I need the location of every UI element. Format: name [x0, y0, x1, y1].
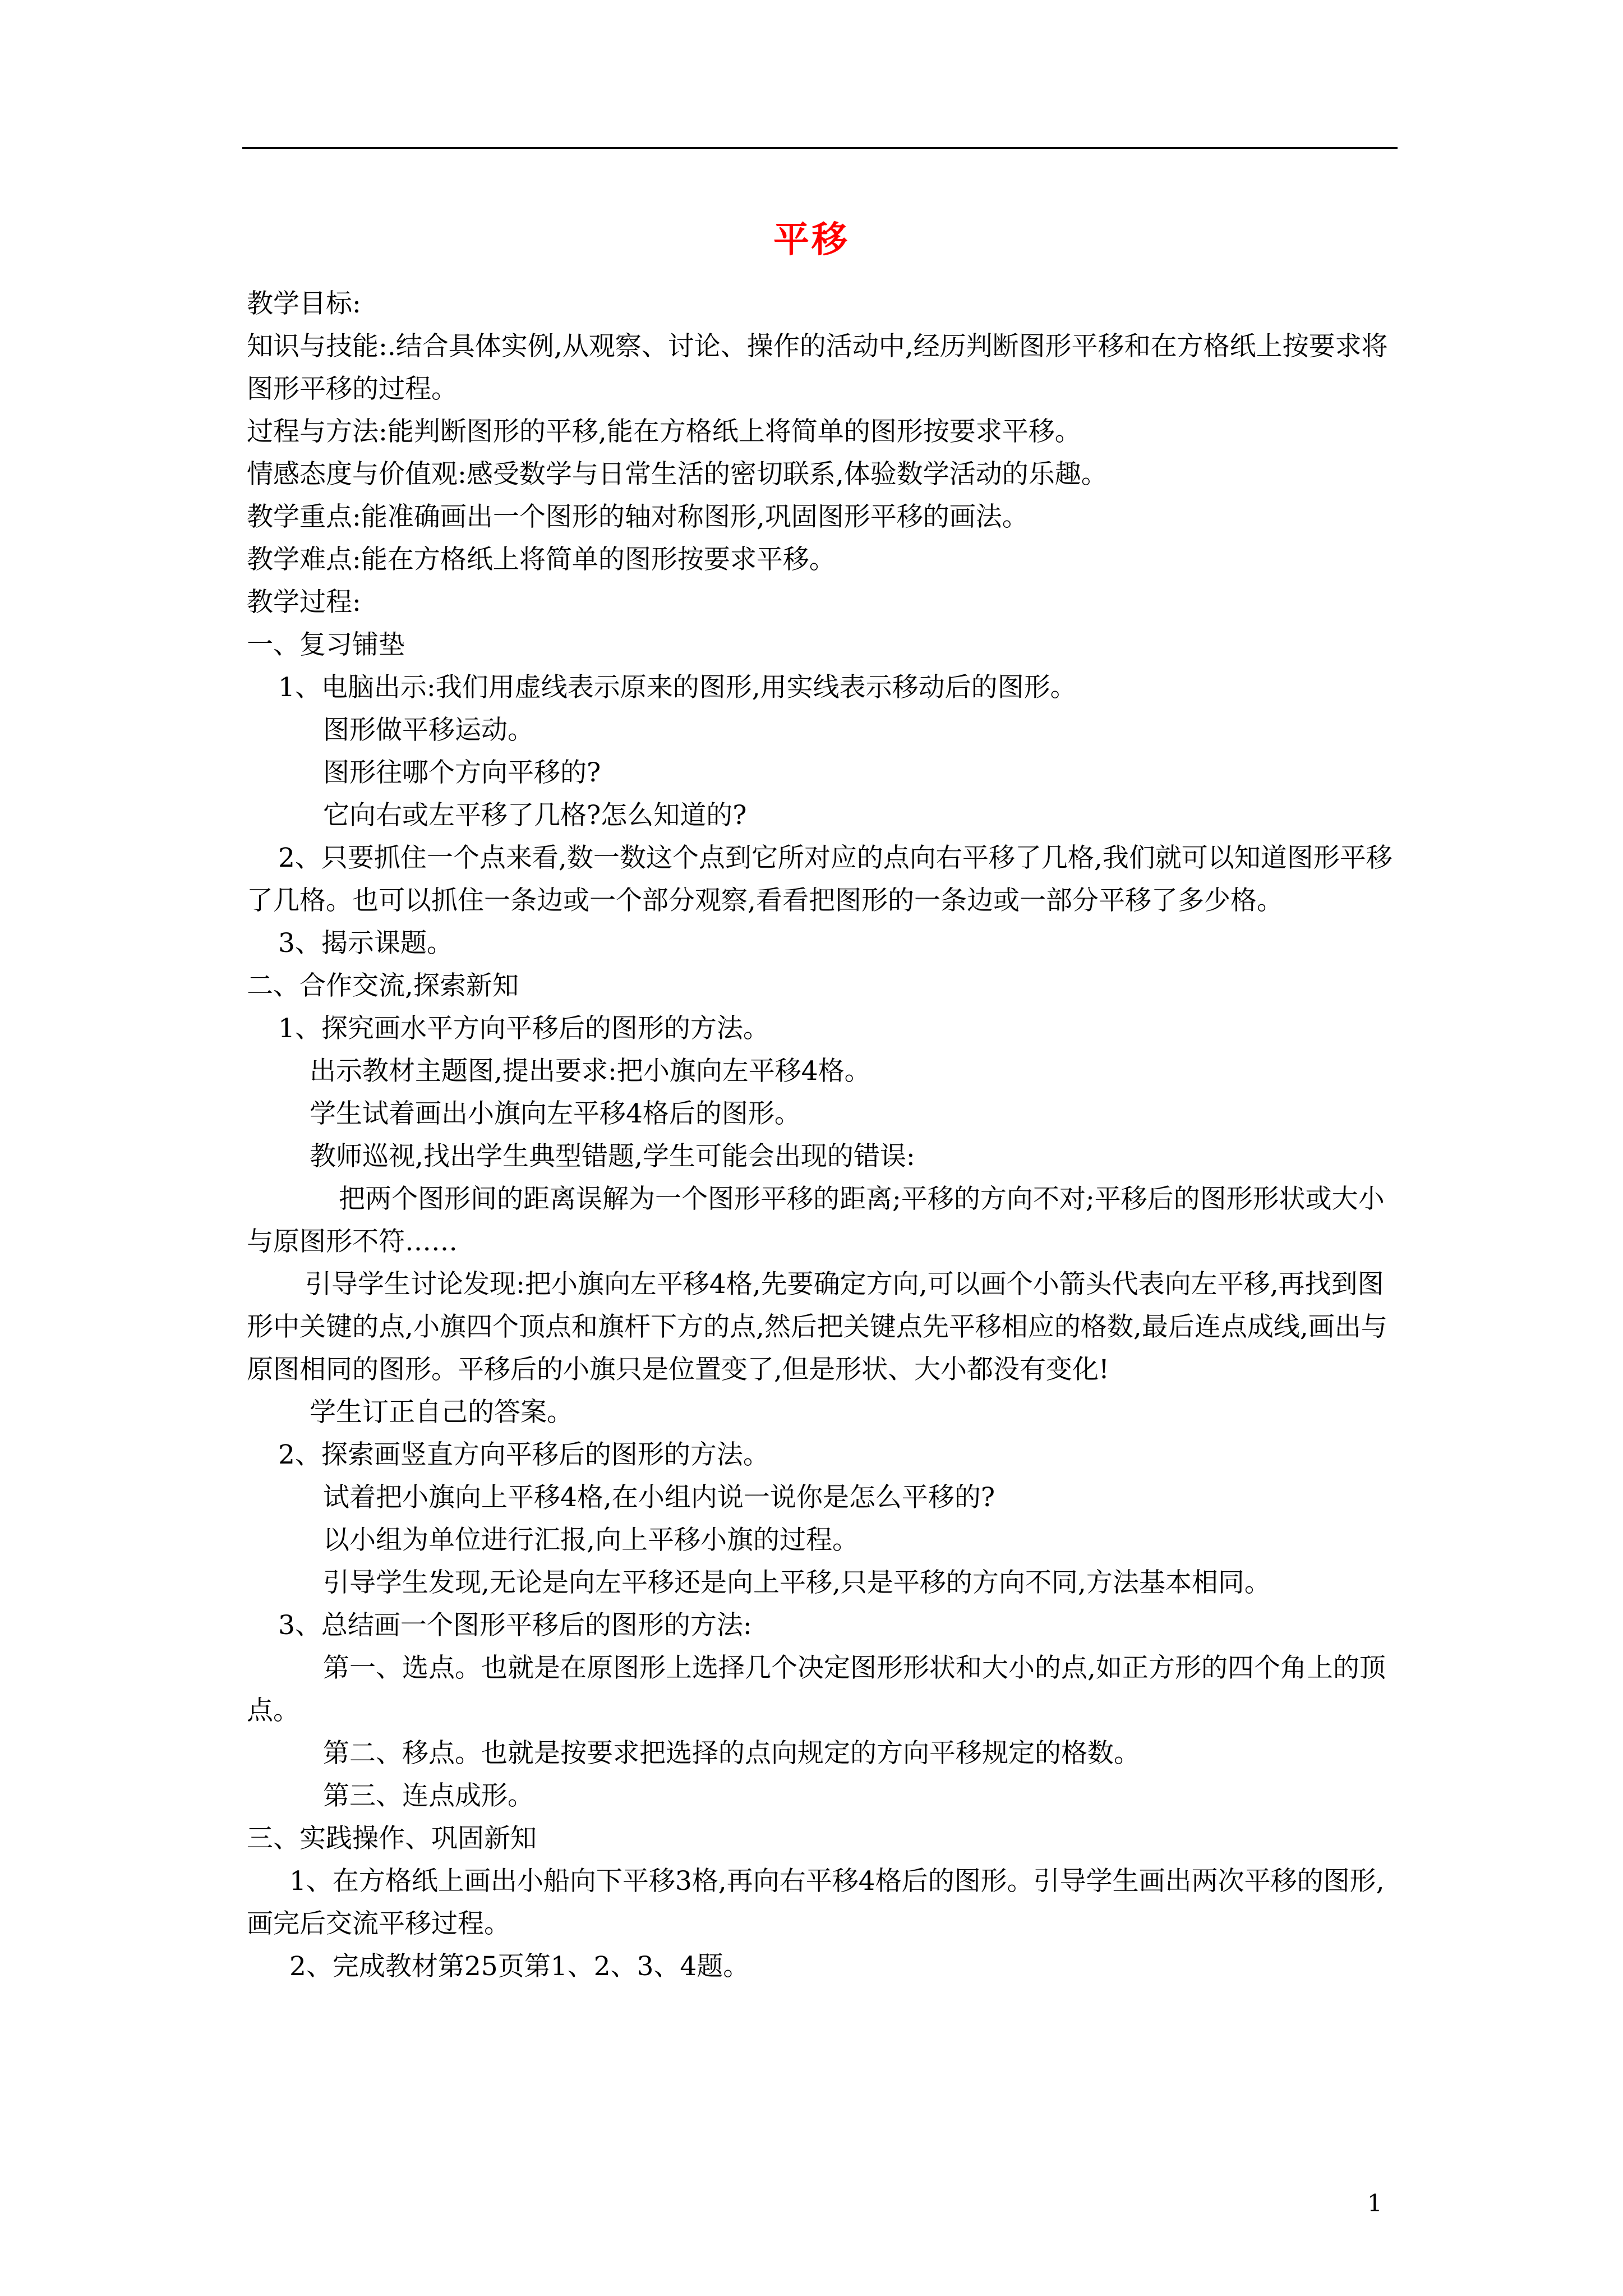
paragraph: 第一、选点。也就是在原图形上选择几个决定图形形状和大小的点,如正方形的四个角上的顶点。 — [247, 1653, 1386, 1726]
paragraph: 教学过程: — [247, 587, 361, 618]
document-title: 平移 — [773, 219, 850, 261]
paragraph: 把两个图形间的距离误解为一个图形平移的距离;平移的方向不对;平移后的图形形状或大小与原图形不符…… — [247, 1184, 1385, 1257]
paragraph: 1、电脑出示:我们用虚线表示原来的图形,用实线表示移动后的图形。 — [278, 672, 1077, 703]
paragraph: 教学重点:能准确画出一个图形的轴对称图形,巩固图形平移的画法。 — [247, 501, 1029, 532]
paragraph: 教师巡视,找出学生典型错题,学生可能会出现的错误: — [310, 1141, 915, 1172]
header-rule — [242, 147, 1398, 149]
document-body — [247, 283, 1402, 1988]
paragraph: 它向右或左平移了几格?怎么知道的? — [323, 800, 747, 831]
page-number: 1 — [1367, 2189, 1382, 2217]
paragraph: 3、揭示课题。 — [278, 928, 453, 959]
paragraph: 图形做平移运动。 — [323, 715, 534, 746]
paragraph: 学生订正自己的答案。 — [310, 1397, 573, 1428]
section-heading: 二、合作交流,探索新知 — [247, 970, 519, 1001]
paragraph: 图形往哪个方向平移的? — [323, 757, 601, 788]
paragraph: 情感态度与价值观:感受数学与日常生活的密切联系,体验数学活动的乐趣。 — [247, 459, 1108, 490]
paragraph: 3、总结画一个图形平移后的图形的方法: — [278, 1610, 752, 1641]
section-heading: 一、复习铺垫 — [247, 629, 405, 660]
paragraph: 第二、移点。也就是按要求把选择的点向规定的方向平移规定的格数。 — [323, 1738, 1140, 1769]
paragraph: 1、在方格纸上画出小船向下平移3格,再向右平移4格后的图形。引导学生画出两次平移的图形,画完后交流平移过程。 — [247, 1866, 1385, 1939]
paragraph: 2、完成教材第25页第1、2、3、4题。 — [289, 1951, 750, 1982]
paragraph: 1、探究画水平方向平移后的图形的方法。 — [278, 1013, 769, 1044]
paragraph: 引导学生讨论发现:把小旗向左平移4格,先要确定方向,可以画个小箭头代表向左平移,再找到图形中关键的点,小旗四个顶点和旗杆下方的点,然后把关键点先平移相应的格数,最后连点成线,画出与原图相同的图形。平移后的小旗只是位置变了,但是形状、大小都没有变化! — [247, 1269, 1387, 1385]
paragraph: 试着把小旗向上平移4格,在小组内说一说你是怎么平移的? — [323, 1482, 995, 1513]
paragraph: 教学目标: — [247, 288, 361, 319]
paragraph: 知识与技能:.结合具体实例,从观察、讨论、操作的活动中,经历判断图形平移和在方格纸上按要求将图形平移的过程。 — [247, 331, 1388, 404]
paragraph: 过程与方法:能判断图形的平移,能在方格纸上将简单的图形按要求平移。 — [247, 416, 1081, 447]
paragraph: 引导学生发现,无论是向左平移还是向上平移,只是平移的方向不同,方法基本相同。 — [323, 1567, 1271, 1598]
paragraph: 教学难点:能在方格纸上将简单的图形按要求平移。 — [247, 544, 836, 575]
section-heading: 三、实践操作、巩固新知 — [247, 1823, 537, 1854]
paragraph: 第三、连点成形。 — [323, 1780, 534, 1811]
paragraph: 出示教材主题图,提出要求:把小旗向左平移4格。 — [310, 1056, 871, 1087]
paragraph: 学生试着画出小旗向左平移4格后的图形。 — [310, 1098, 801, 1129]
paragraph: 以小组为单位进行汇报,向上平移小旗的过程。 — [323, 1525, 859, 1556]
paragraph: 2、探索画竖直方向平移后的图形的方法。 — [278, 1439, 769, 1470]
paragraph: 2、只要抓住一个点来看,数一数这个点到它所对应的点向右平移了几格,我们就可以知道图形平移了几格。也可以抓住一条边或一个部分观察,看看把图形的一条边或一部分平移了多少格。 — [247, 843, 1393, 916]
